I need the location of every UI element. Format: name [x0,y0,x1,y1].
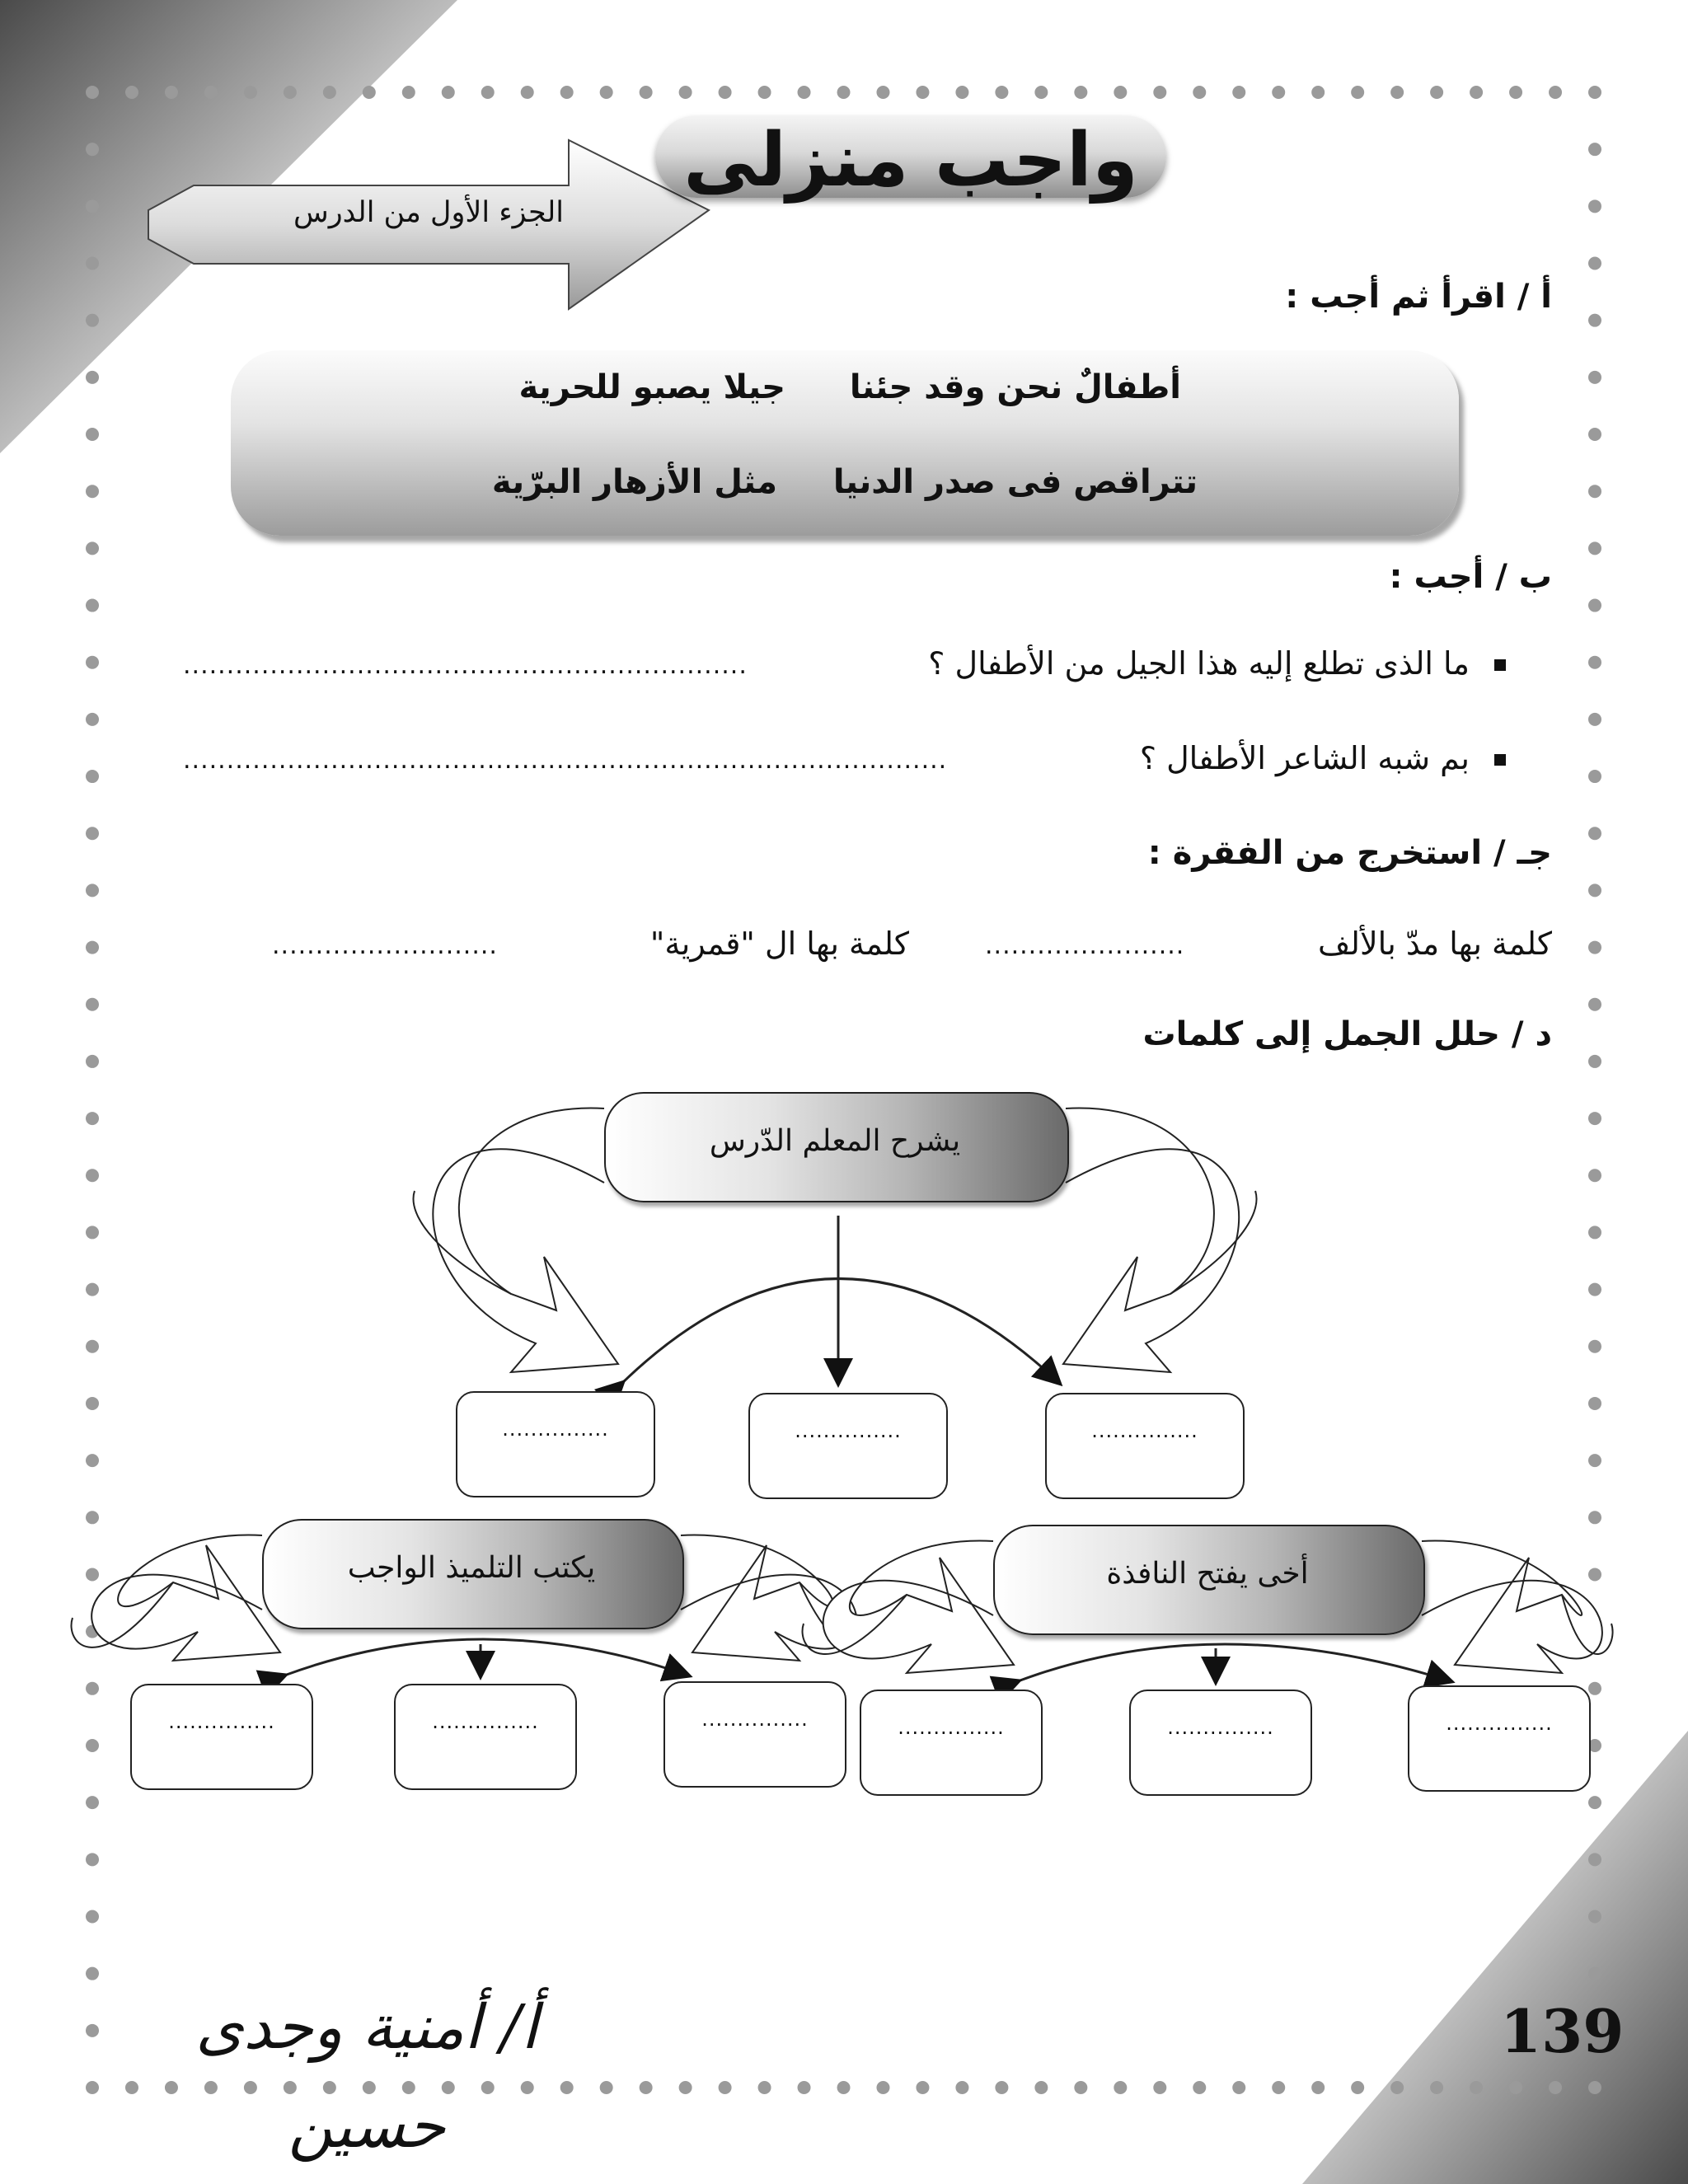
arc-arrow [622,1279,1059,1384]
page-title: واجب منزلى [683,117,1138,204]
word-box[interactable]: ............... [130,1684,313,1790]
extract-item-1-blank[interactable]: ....................... [985,931,1185,960]
verse-2-right: تتراقص فى صدر الدنيا [832,463,1198,501]
word-box[interactable]: ............... [663,1681,846,1788]
word-box[interactable]: ............... [1129,1690,1312,1796]
word-box[interactable]: ............... [456,1391,655,1497]
part-label: الجزء الأول من الدرس [293,196,564,229]
word-box[interactable]: ............... [1408,1685,1591,1792]
page-number: 139 [1500,1996,1625,2066]
word-box[interactable]: ............... [748,1393,948,1499]
flow-arrow-right [1063,1108,1239,1372]
answer-line-2[interactable]: ........................................................................................ [183,746,948,775]
extract-item-2-blank[interactable]: .......................... [272,931,498,960]
flow-arrow-left [433,1108,618,1372]
section-c-heading: جـ / استخرج من الفقرة : [1147,834,1552,872]
section-b-heading: ب / أجب : [1389,558,1552,596]
sentence-1: يشرح المعلم الدّرس [709,1124,961,1158]
arc-arrow [1018,1644,1451,1681]
extract-item-1-label: كلمة بها مدّ بالألف [1318,926,1552,962]
arc-arrow [284,1639,688,1675]
verse-1-right: أطفالٌ نحن وقد جئنا [849,368,1181,406]
word-box[interactable]: ............... [860,1690,1043,1796]
flow-arrow-left [91,1535,280,1661]
flow-arrow-right [1422,1541,1602,1673]
sentence-2: يكتب التلميذ الواجب [347,1551,596,1585]
section-a-heading: أ / اقرأ ثم أجب : [1285,278,1552,316]
question-1: ما الذى تطلع إليه هذا الجيل من الأطفال ؟ [928,645,1470,682]
section-d-heading: د / حلل الجمل إلى كلمات [1142,1015,1552,1053]
word-box[interactable]: ............... [1045,1393,1245,1499]
word-box[interactable]: ............... [394,1684,577,1790]
verse-1-left: جيلا يصبو للحرية [518,368,785,406]
extract-item-2-label: كلمة بها ال "قمرية" [649,926,909,962]
question-2: بم شبه الشاعر الأطفال ؟ [1139,740,1470,776]
answer-line-1[interactable]: ................................................................. [183,651,748,680]
author-signature: أ/ أمنية وجدى حسين [195,1992,538,2162]
sentence-3: أخى يفتح النافذة [1106,1557,1309,1591]
verse-2-left: مثل الأزهار البرّية [491,463,777,501]
